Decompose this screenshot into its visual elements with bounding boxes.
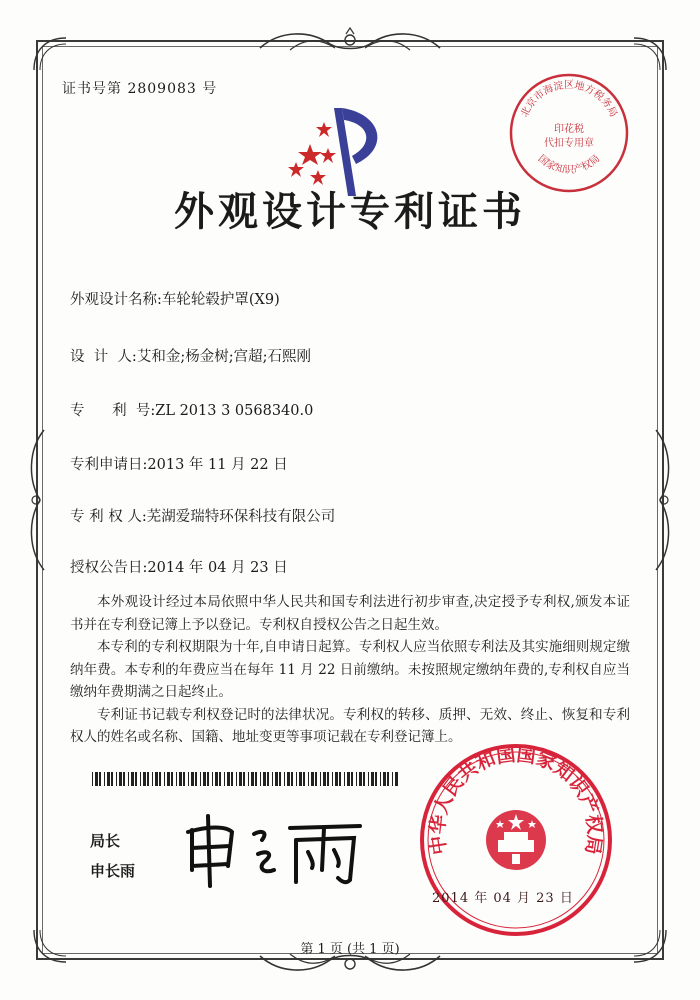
- barcode-bar: [291, 772, 293, 786]
- barcode-bar: [131, 772, 134, 786]
- barcode-bar: [143, 772, 146, 786]
- field-value: 艾和金;杨金树;宫超;石熙刚: [136, 349, 311, 365]
- official-seal: [416, 740, 616, 940]
- barcode-bar: [287, 772, 290, 786]
- barcode-bar: [308, 772, 309, 786]
- signature: [178, 810, 368, 890]
- barcode-bar: [315, 772, 317, 786]
- barcode-bar: [92, 772, 93, 786]
- barcode-bar: [243, 772, 245, 786]
- barcode-bar: [167, 772, 170, 786]
- field-application-date: [70, 453, 288, 474]
- barcode-bar: [215, 772, 218, 786]
- field-patentee: [70, 505, 335, 526]
- barcode-bar: [255, 772, 257, 786]
- national-emblem-icon: [486, 810, 546, 870]
- barcode-bar: [327, 772, 329, 786]
- barcode-bar: [227, 772, 230, 786]
- barcode-bar: [344, 772, 345, 786]
- barcode-bar: [152, 772, 153, 786]
- barcode-bar: [191, 772, 194, 786]
- barcode-bar: [320, 772, 321, 786]
- barcode-bar: [260, 772, 261, 786]
- barcode-bar: [99, 772, 101, 786]
- barcode-bar: [135, 772, 137, 786]
- field-label: 设 计 人:: [70, 349, 137, 365]
- seal-date: 2014 年 04 月 23 日: [432, 891, 574, 906]
- barcode-bar: [371, 772, 374, 786]
- certificate-number-label: 证书号第: [62, 81, 122, 97]
- tax-stamp-middle-text-2: 代扣专用章: [544, 138, 594, 149]
- signatory-title: 局长: [90, 832, 121, 850]
- barcode-bar: [239, 772, 242, 786]
- field-announcement-date: [70, 556, 288, 577]
- barcode-bar: [284, 772, 285, 786]
- barcode-bar: [140, 772, 141, 786]
- body-paragraph: 本专利的专利权期限为十年,自申请日起算。专利权人应当依照专利法及其实施细则规定缴纳年费。本专利的年费应当在每年 11 月 22 日前缴纳。未按照规定缴纳年费的,专利权自应当缴纳年费期满之日起终止。: [70, 639, 630, 700]
- tax-stamp: [506, 70, 632, 196]
- barcode-bar: [375, 772, 377, 786]
- barcode-bar: [179, 772, 182, 786]
- barcode-bar: [236, 772, 237, 786]
- barcode-bar: [380, 772, 381, 786]
- field-patent-number: [70, 399, 313, 420]
- barcode-bar: [203, 772, 206, 786]
- certificate-body: [70, 591, 630, 749]
- barcode-bar: [347, 772, 350, 786]
- right-ornament: [652, 420, 676, 580]
- barcode-bar: [332, 772, 333, 786]
- signatory-name: 申长雨: [90, 862, 136, 880]
- barcode-bar: [176, 772, 177, 786]
- barcode-bar: [351, 772, 353, 786]
- tax-stamp-middle-text: 印花税: [554, 124, 584, 135]
- body-paragraph: 专利证书记载专利权登记时的法律状况。专利权的转移、质押、无效、终止、恢复和专利权人的姓名或名称、国籍、地址变更等事项记载在专利登记簿上。: [70, 706, 630, 745]
- barcode-bar: [356, 772, 357, 786]
- certificate-number: [62, 78, 217, 98]
- field-value: ZL 2013 3 0568340.0: [155, 403, 314, 419]
- top-ornament: [250, 26, 450, 56]
- barcode-bar: [279, 772, 281, 786]
- barcode-bar: [119, 772, 122, 786]
- barcode-bar: [387, 772, 389, 786]
- corner-ornament-tl: [30, 34, 70, 74]
- field-label: 外观设计名称:: [70, 292, 162, 308]
- field-label: 专 利 号:: [70, 403, 156, 419]
- barcode-bar: [383, 772, 386, 786]
- page-title: 外观设计专利证书: [174, 188, 526, 235]
- field-design-name: [70, 288, 280, 309]
- barcode-bar: [188, 772, 189, 786]
- barcode-bar: [299, 772, 302, 786]
- barcode-bar: [231, 772, 233, 786]
- page-footer: 第 1 页 (共 1 页): [300, 942, 400, 957]
- barcode: [92, 772, 398, 786]
- field-label: 授权公告日:: [70, 560, 148, 576]
- barcode-bar: [303, 772, 305, 786]
- tax-stamp-bottom-text: 国家知识产权局: [535, 153, 603, 176]
- svg-text:国家知识产权局: [536, 153, 603, 176]
- barcode-bar: [363, 772, 365, 786]
- barcode-bar: [339, 772, 341, 786]
- barcode-bar: [251, 772, 254, 786]
- certificate-number-suffix: 号: [202, 81, 218, 97]
- barcode-bar: [368, 772, 369, 786]
- field-value: 车轮轮毂护罩(X9): [161, 292, 280, 308]
- field-value: 2013 年 11 月 22 日: [147, 457, 288, 473]
- barcode-bar: [272, 772, 273, 786]
- body-paragraph: 本外观设计经过本局依照中华人民共和国专利法进行初步审查,决定授予专利权,颁发本证书并在专利登记簿上予以登记。专利权自授权公告之日起生效。: [70, 594, 630, 633]
- barcode-bar: [183, 772, 185, 786]
- field-value: 芜湖爱瑞特环保科技有限公司: [146, 509, 336, 525]
- barcode-bar: [323, 772, 326, 786]
- barcode-bar: [159, 772, 161, 786]
- barcode-bar: [107, 772, 110, 786]
- field-label: 专 利 权 人:: [70, 509, 147, 525]
- field-designers: [70, 345, 311, 366]
- barcode-bar: [263, 772, 266, 786]
- svg-text:北京市海淀区地方税务局: [518, 78, 619, 119]
- certificate-number-value: 2809083: [127, 81, 197, 97]
- barcode-bar: [296, 772, 297, 786]
- barcode-bar: [147, 772, 149, 786]
- barcode-bar: [95, 772, 98, 786]
- barcode-bar: [311, 772, 314, 786]
- barcode-bar: [200, 772, 201, 786]
- barcode-bar: [195, 772, 197, 786]
- barcode-bar: [392, 772, 393, 786]
- field-label: 专利申请日:: [70, 457, 148, 473]
- barcode-bar: [171, 772, 173, 786]
- barcode-bar: [267, 772, 269, 786]
- barcode-bar: [275, 772, 278, 786]
- barcode-bar: [111, 772, 113, 786]
- barcode-bar: [224, 772, 225, 786]
- barcode-bar: [207, 772, 209, 786]
- barcode-bar: [219, 772, 221, 786]
- barcode-bar: [395, 772, 398, 786]
- barcode-bar: [335, 772, 338, 786]
- tax-stamp-top-text: 北京市海淀区地方税务局: [519, 80, 619, 119]
- barcode-bar: [359, 772, 362, 786]
- barcode-bar: [248, 772, 249, 786]
- barcode-bar: [123, 772, 125, 786]
- barcode-bar: [128, 772, 129, 786]
- barcode-bar: [116, 772, 117, 786]
- barcode-bar: [164, 772, 165, 786]
- barcode-bar: [155, 772, 158, 786]
- seal-text: 中华人民共和国国家知识产权局: [426, 743, 606, 857]
- left-ornament: [24, 420, 48, 580]
- corner-ornament-tr: [630, 34, 670, 74]
- field-value: 2014 年 04 月 23 日: [147, 560, 288, 576]
- barcode-bar: [104, 772, 105, 786]
- barcode-bar: [212, 772, 213, 786]
